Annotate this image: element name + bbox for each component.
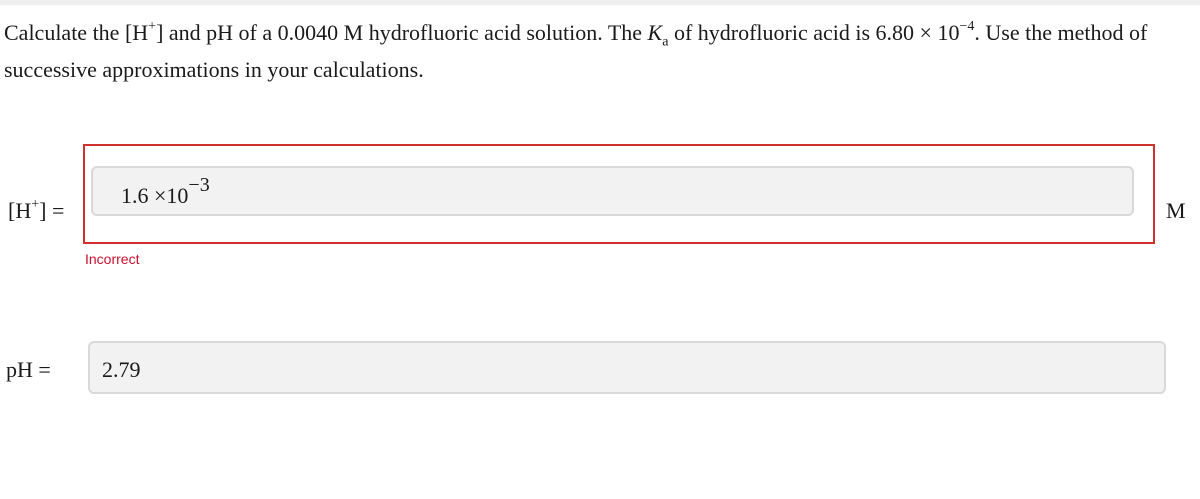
ph-answer-field[interactable] bbox=[88, 341, 1166, 394]
hplus-answer-exponent: −3 bbox=[188, 174, 210, 196]
ka-symbol: K bbox=[647, 20, 663, 45]
ph-label: pH = bbox=[6, 357, 51, 382]
top-divider bbox=[0, 0, 1200, 5]
hplus-answer-mantissa: 1.6 ×10 bbox=[121, 183, 189, 208]
hplus-unit-label: M bbox=[1166, 198, 1186, 223]
question-part-1: Calculate the [H bbox=[4, 20, 149, 45]
hplus-label-superscript: + bbox=[31, 196, 40, 212]
incorrect-feedback: Incorrect bbox=[85, 251, 140, 267]
hplus-answer-value bbox=[121, 174, 210, 209]
question-exponent: −4 bbox=[959, 18, 975, 34]
ka-subscript: a bbox=[662, 34, 669, 50]
question-part-4: . Use the method of successive approximations in your calculations. bbox=[4, 20, 1148, 82]
question-part-3: of hydrofluoric acid is 6.80 × 10 bbox=[668, 20, 960, 45]
ph-answer-value: 2.79 bbox=[102, 357, 141, 382]
hplus-label bbox=[8, 198, 64, 224]
question-superscript-plus: + bbox=[148, 18, 157, 34]
question-text bbox=[4, 14, 1184, 88]
hplus-label-post: ] = bbox=[39, 198, 65, 223]
question-part-2: ] and pH of a 0.0040 M hydrofluoric acid solution. The bbox=[156, 20, 648, 45]
hplus-answer-field[interactable] bbox=[91, 166, 1134, 216]
hplus-label-pre: [H bbox=[8, 198, 32, 223]
